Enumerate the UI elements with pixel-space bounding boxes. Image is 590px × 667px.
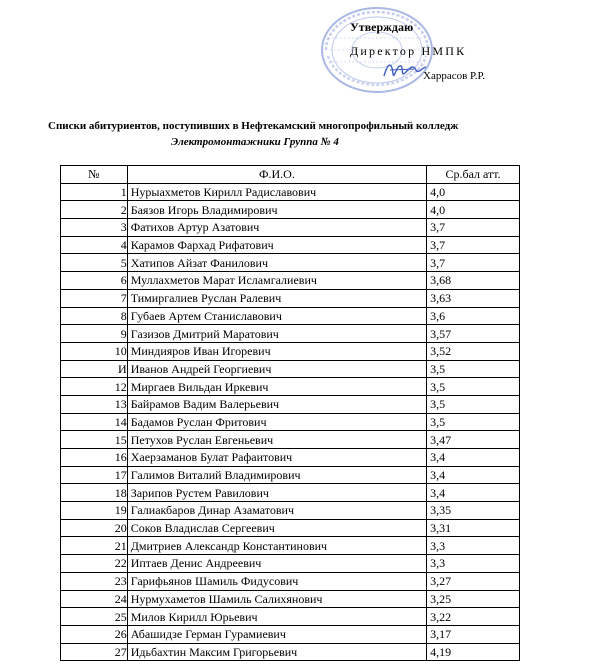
document-subheading: Электромонтажники Группа № 4 xyxy=(171,136,339,148)
row-full-name: Дмитриев Александр Константинович xyxy=(127,537,426,555)
row-full-name: Бадамов Руслан Фритович xyxy=(127,413,426,431)
row-average-score: 3,7 xyxy=(427,219,520,237)
row-average-score: 3,4 xyxy=(427,484,520,502)
row-full-name: Петухов Руслан Евгеньевич xyxy=(127,431,426,449)
row-full-name: Хатипов Айзат Фанилович xyxy=(127,254,426,272)
row-average-score: 3,6 xyxy=(427,307,520,325)
row-average-score: 3,27 xyxy=(427,572,520,590)
table-row xyxy=(61,183,520,201)
row-number: 2 xyxy=(61,201,128,219)
table-header-row xyxy=(61,166,520,184)
row-average-score: 4,0 xyxy=(427,201,520,219)
row-number: 12 xyxy=(61,378,128,396)
row-number: 26 xyxy=(61,625,128,643)
table-row xyxy=(61,325,520,343)
row-number: 7 xyxy=(61,289,128,307)
row-average-score: 3,68 xyxy=(427,272,520,290)
row-number: 19 xyxy=(61,502,128,520)
row-full-name: Газизов Дмитрий Маратович xyxy=(127,325,426,343)
applicants-table xyxy=(60,165,520,661)
signature-icon xyxy=(380,58,428,82)
row-average-score: 3,3 xyxy=(427,555,520,573)
row-full-name: Гарифьянов Шамиль Фидусович xyxy=(127,572,426,590)
table-row xyxy=(61,555,520,573)
row-average-score: 3,3 xyxy=(427,537,520,555)
row-number: 3 xyxy=(61,219,128,237)
table-row xyxy=(61,201,520,219)
row-full-name: Фатихов Артур Азатович xyxy=(127,219,426,237)
row-number: 20 xyxy=(61,519,128,537)
row-full-name: Нурыахметов Кирилл Радиславович xyxy=(127,183,426,201)
row-average-score: 3,63 xyxy=(427,289,520,307)
row-average-score: 3,4 xyxy=(427,466,520,484)
row-number: И xyxy=(61,360,128,378)
row-number: 23 xyxy=(61,572,128,590)
table-row xyxy=(61,537,520,555)
approval-position: Директор НМПК xyxy=(350,44,467,58)
row-average-score: 3,7 xyxy=(427,236,520,254)
row-number: 6 xyxy=(61,272,128,290)
row-number: 17 xyxy=(61,466,128,484)
table-row xyxy=(61,608,520,626)
row-average-score: 3,57 xyxy=(427,325,520,343)
row-average-score: 3,47 xyxy=(427,431,520,449)
row-full-name: Баязов Игорь Владимирович xyxy=(127,201,426,219)
row-average-score: 3,5 xyxy=(427,395,520,413)
row-average-score: 3,4 xyxy=(427,449,520,467)
row-full-name: Миндияров Иван Игоревич xyxy=(127,342,426,360)
table-body xyxy=(61,183,520,661)
row-number: 13 xyxy=(61,395,128,413)
row-average-score: 4,19 xyxy=(427,643,520,661)
row-number: 18 xyxy=(61,484,128,502)
table-row xyxy=(61,236,520,254)
row-number: 4 xyxy=(61,236,128,254)
row-full-name: Иванов Андрей Георгиевич xyxy=(127,360,426,378)
row-number: 24 xyxy=(61,590,128,608)
row-average-score: 3,17 xyxy=(427,625,520,643)
row-number: 15 xyxy=(61,431,128,449)
row-full-name: Карамов Фархад Рифатович xyxy=(127,236,426,254)
table-row xyxy=(61,449,520,467)
table-row xyxy=(61,289,520,307)
table-row xyxy=(61,272,520,290)
row-number: 10 xyxy=(61,342,128,360)
row-number: 9 xyxy=(61,325,128,343)
table-row xyxy=(61,413,520,431)
row-full-name: Нурмухаметов Шамиль Салихянович xyxy=(127,590,426,608)
table-row xyxy=(61,643,520,661)
document-heading: Списки абитуриентов, поступивших в Нефтекамский многопрофильный колледж xyxy=(48,120,459,132)
row-full-name: Миргаев Вильдан Иркевич xyxy=(127,378,426,396)
row-full-name: Хаерзаманов Булат Рафаитович xyxy=(127,449,426,467)
row-full-name: Байрамов Вадим Валерьевич xyxy=(127,395,426,413)
approval-signer: Харрасов Р.Р. xyxy=(423,70,486,82)
row-full-name: Галиакбаров Динар Азаматович xyxy=(127,502,426,520)
table-row xyxy=(61,342,520,360)
table-row xyxy=(61,307,520,325)
row-number: 8 xyxy=(61,307,128,325)
row-average-score: 3,5 xyxy=(427,360,520,378)
row-number: 14 xyxy=(61,413,128,431)
table-row xyxy=(61,219,520,237)
row-average-score: 4,0 xyxy=(427,183,520,201)
row-full-name: Губаев Артем Станиславович xyxy=(127,307,426,325)
table-row xyxy=(61,360,520,378)
row-full-name: Абашидзе Герман Гурамиевич xyxy=(127,625,426,643)
row-full-name: Тимиргалиев Руслан Ралевич xyxy=(127,289,426,307)
row-average-score: 3,31 xyxy=(427,519,520,537)
table-row xyxy=(61,502,520,520)
row-average-score: 3,5 xyxy=(427,413,520,431)
approval-title: Утверждаю xyxy=(350,20,414,34)
table-row xyxy=(61,254,520,272)
row-full-name: Галимов Виталий Владимирович xyxy=(127,466,426,484)
row-full-name: Зарипов Рустем Равилович xyxy=(127,484,426,502)
row-average-score: 3,52 xyxy=(427,342,520,360)
table-row xyxy=(61,625,520,643)
row-average-score: 3,5 xyxy=(427,378,520,396)
table-row xyxy=(61,431,520,449)
table-row xyxy=(61,572,520,590)
table-row xyxy=(61,378,520,396)
row-full-name: Соков Владислав Сергеевич xyxy=(127,519,426,537)
table-row xyxy=(61,484,520,502)
row-full-name: Иптаев Денис Андреевич xyxy=(127,555,426,573)
header-full-name: Ф.И.О. xyxy=(127,166,426,184)
row-number: 1 xyxy=(61,183,128,201)
header-number: № xyxy=(61,166,128,184)
row-number: 25 xyxy=(61,608,128,626)
header-average-score: Ср.бал атт. xyxy=(427,166,520,184)
row-full-name: Идьбахтин Максим Григорьевич xyxy=(127,643,426,661)
row-average-score: 3,35 xyxy=(427,502,520,520)
table-row xyxy=(61,590,520,608)
row-number: 27 xyxy=(61,643,128,661)
row-number: 5 xyxy=(61,254,128,272)
row-number: 21 xyxy=(61,537,128,555)
row-number: 22 xyxy=(61,555,128,573)
row-average-score: 3,25 xyxy=(427,590,520,608)
row-full-name: Милов Кирилл Юрьевич xyxy=(127,608,426,626)
table-row xyxy=(61,395,520,413)
table-row xyxy=(61,519,520,537)
table-row xyxy=(61,466,520,484)
row-average-score: 3,7 xyxy=(427,254,520,272)
row-full-name: Муллахметов Марат Исламгалиевич xyxy=(127,272,426,290)
row-number: 16 xyxy=(61,449,128,467)
row-average-score: 3,22 xyxy=(427,608,520,626)
